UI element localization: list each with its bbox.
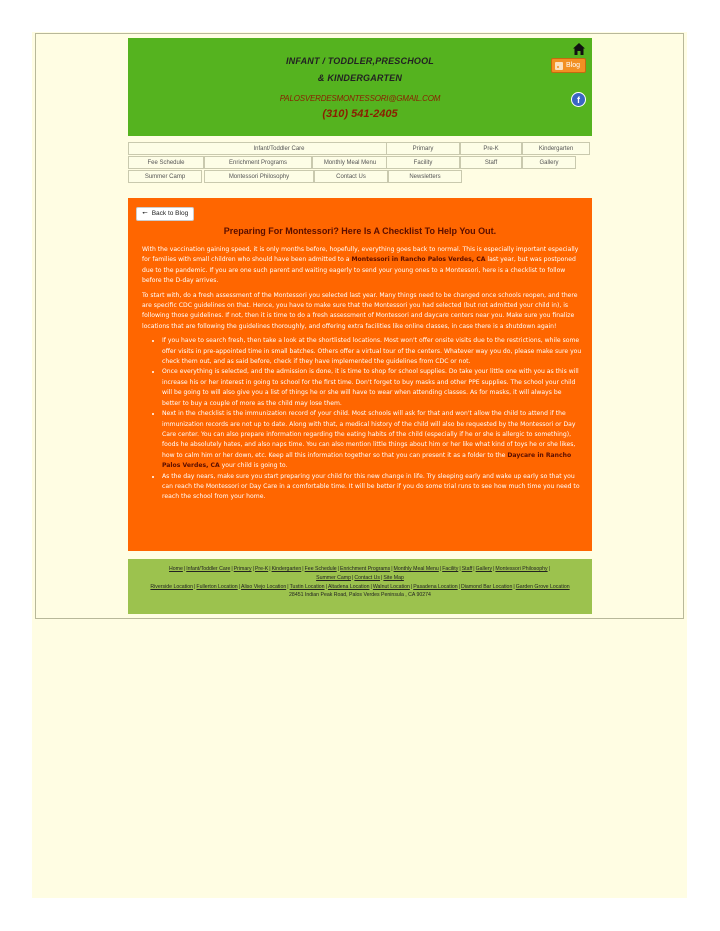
footer-separator: | (352, 574, 354, 581)
checklist-item (162, 409, 582, 471)
footer-separator: | (513, 583, 515, 590)
footer-separator: | (302, 566, 304, 572)
footer-link[interactable]: Pasadena Location (413, 583, 458, 590)
facebook-icon[interactable]: f (571, 92, 586, 107)
checklist-text: your child is going to. (219, 462, 288, 470)
nav-fee-schedule[interactable]: Fee Schedule (128, 156, 204, 169)
footer-links-row3 (128, 583, 592, 592)
footer-link[interactable]: Riverside Location (150, 583, 194, 590)
footer-separator: | (439, 566, 442, 572)
header-email[interactable]: PALOSVERDESMONTESSORI@GMAIL.COM (279, 94, 441, 103)
footer-link[interactable]: Enrichment Programs (340, 566, 391, 572)
footer-link[interactable]: Fee Schedule (304, 566, 337, 572)
blog-article (128, 198, 592, 551)
nav-infant-toddler-care[interactable]: Infant/Toddler Care (128, 142, 430, 155)
footer-link[interactable]: Primary (233, 566, 252, 572)
footer-link[interactable]: Site Map (383, 574, 404, 581)
footer-link[interactable]: Staff (461, 566, 473, 572)
footer-separator: | (238, 583, 241, 590)
footer-link[interactable]: Walnut Location (372, 583, 410, 590)
footer-link[interactable]: Kindergarten (271, 566, 302, 572)
blog-button-label: Blog (565, 62, 580, 69)
footer-link[interactable]: Montessori Philosophy (495, 566, 548, 572)
footer-link[interactable]: Facility (442, 566, 459, 572)
checklist-text: Next in the checklist is the immunization record of your child. Most schools will ask for that and won't allow the child to attend if the immunization records are not up to date. Along with that, a medical history of the child will also be requested by the Montessori or Day Care center. You can also prepare information regarding the eating habits of the child (especially if he or she is allergic to something), foods he absolutely hates, and also naps time. You can also mention little things about him or her like what kind of toys he or she likes, how to calm him or her down, etc. Keep all this information together so that you can present it as a folder to the (162, 410, 576, 459)
blog-button[interactable] (551, 58, 586, 73)
article-paragraph: To start with, do a fresh assessment of the Montessori you selected last year. Many things need to be changed once schools reopen, and there are specific CDC guidelines on that. Hence, you have to make sure that the Montessori you had selected (but not admitted your child in), is following those guidelines. If not, then it is time to do a fresh assessment of Montessori and daycare centers near you. Make sure you finalize locations that are following the guidelines thoroughly, and offering extra facilities like online classes, in case there is a shutdown again! (142, 291, 578, 330)
site-footer (128, 559, 592, 614)
checklist-item: • As the day nears, make sure you start preparing your child for this new change in life. Try sleeping early and wake up early so that you can reach the Montessori or Day Care in a comfortable time. It will be better if you do some trial runs to see how much time you need to reach the school from your home. (162, 472, 582, 503)
footer-link[interactable]: Diamond Bar Location (461, 583, 513, 590)
article-paragraph (142, 245, 582, 287)
footer-separator: | (183, 566, 186, 572)
footer-separator: | (381, 574, 383, 581)
nav-gallery[interactable]: Gallery (522, 156, 576, 169)
footer-separator: | (269, 566, 271, 572)
footer-separator: | (410, 583, 413, 590)
footer-separator: | (473, 566, 475, 572)
checklist (142, 336, 582, 503)
footer-link[interactable]: Fullerton Location (196, 583, 238, 590)
rss-icon (555, 62, 563, 70)
paragraph-text: last year, but was postponed due to the pandemic. If you are one such parent and waiting eagerly to send your young ones to a Montessori, here is a checklist to follow before the D-day arrives. (142, 256, 576, 285)
footer-separator: | (370, 583, 372, 590)
checklist-item: • Once everything is selected, and the admission is done, it is time to shop for school supplies. Do take your little one with you as this will increase his or her interest in going to school for the first time. Don't forget to buy masks and other PPE supplies. The school your child will be going to will also give you a list of things he or she will have to wear when attending classes. As for masks, it will always be better to buy a couple of more as the child may lose them. (162, 367, 582, 409)
footer-separator: | (337, 566, 340, 572)
checklist-item: • If you have to search fresh, then take a look at the shortlisted locations. Most won't offer onsite visits due to the restrictions, while some offer visits in pre-appointed time in small batches. Others offer a virtual tour of the centers. Whatever way you do, please make sure you check them out, and as said before, check if they have implemented the guidelines from CDC or not. (162, 336, 582, 367)
footer-separator: | (231, 566, 233, 572)
header-phone[interactable]: (310) 541-2405 (322, 108, 398, 120)
header-title-line2: & KINDERGARTEN (317, 73, 403, 83)
back-to-blog-button[interactable] (136, 207, 194, 221)
article-title: Preparing For Montessori? Here Is A Checklist To Help You Out. (223, 226, 497, 236)
footer-link[interactable]: Tustin Location (289, 583, 325, 590)
footer-separator: | (287, 583, 289, 590)
footer-separator: | (391, 566, 393, 572)
arrow-left-icon: 🠔 (142, 210, 148, 217)
footer-separator: | (194, 583, 196, 590)
nav-montessori-philosophy[interactable]: Montessori Philosophy (204, 170, 314, 183)
footer-link[interactable]: Aliso Viejo Location (241, 583, 287, 590)
nav-staff[interactable]: Staff (460, 156, 522, 169)
footer-link[interactable]: Altadena Location (327, 583, 370, 590)
footer-link[interactable]: Home (169, 566, 183, 572)
footer-separator: | (493, 566, 495, 572)
nav-kindergarten[interactable]: Kindergarten (522, 142, 590, 155)
nav-contact-us[interactable]: Contact Us (314, 170, 388, 183)
nav-monthly-meal-menu[interactable]: Monthly Meal Menu (312, 156, 388, 169)
footer-link[interactable]: Contact Us (354, 574, 381, 581)
nav-newsletters[interactable]: Newsletters (388, 170, 462, 183)
home-icon[interactable] (572, 42, 586, 56)
footer-link[interactable]: Infant/Toddler Care (186, 566, 231, 572)
footer-link[interactable]: Monthly Meal Menu (393, 566, 439, 572)
paragraph-text: With the vaccination gaining speed, it is only months before, hopefully, everything goes back to normal. This is especially important especially for families with small children who should have been admitted to a (142, 246, 579, 264)
back-to-blog-label: Back to Blog (151, 210, 189, 217)
footer-links-row2 (128, 574, 592, 583)
footer-link[interactable]: Pre-K (254, 566, 269, 572)
site-header (128, 38, 592, 136)
footer-link[interactable]: Summer Camp (316, 574, 351, 581)
footer-separator: | (252, 566, 254, 572)
footer-separator: | (325, 583, 327, 590)
footer-link[interactable]: Garden Grove Location (515, 583, 570, 590)
highlight-montessori-link: Montessori in Rancho Palos Verdes, CA (351, 256, 486, 264)
footer-separator: | (458, 583, 460, 590)
highlight-daycare-link: Daycare in Rancho Palos Verdes, CA (162, 451, 572, 470)
nav-summer-camp[interactable]: Summer Camp (128, 170, 202, 183)
footer-separator: | (459, 566, 461, 572)
footer-address: 28451 Indian Peak Road, Palos Verdes Peninsula , CA 90274 (289, 592, 431, 599)
header-title-line1: INFANT / TODDLER,PRESCHOOL (285, 56, 435, 66)
footer-links-row1 (128, 565, 592, 574)
nav-primary[interactable]: Primary (386, 142, 460, 155)
article-body (142, 245, 582, 503)
footer-link[interactable]: Gallery (475, 566, 493, 572)
nav-pre-k[interactable]: Pre-K (460, 142, 522, 155)
nav-facility[interactable]: Facility (386, 156, 460, 169)
nav-enrichment-programs[interactable]: Enrichment Programs (204, 156, 312, 169)
footer-separator: | (548, 566, 550, 572)
